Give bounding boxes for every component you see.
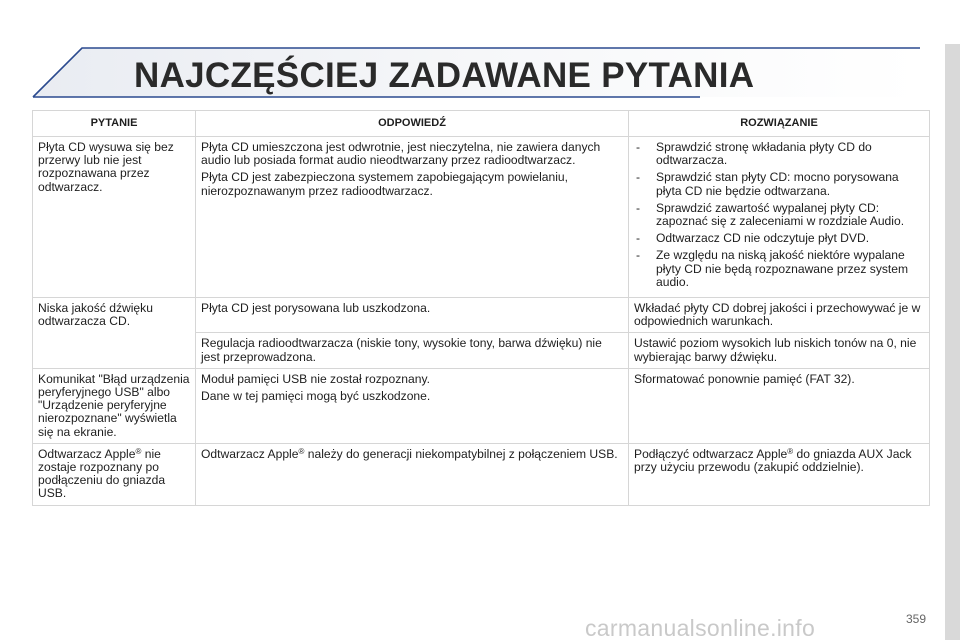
solution-item: - Sprawdzić stan płyty CD: mocno porysowana płyta CD nie będzie odtwarzana. xyxy=(634,171,924,197)
watermark: carmanualsonline.info xyxy=(585,615,816,641)
solution-item: - Odtwarzacz CD nie odczytuje płyt DVD. xyxy=(634,232,924,245)
solution-text: Sformatować ponownie pamięć (FAT 32). xyxy=(634,371,855,386)
answer-cell xyxy=(196,137,629,298)
table-row xyxy=(33,443,930,505)
question-text: Komunikat "Błąd urządzenia peryferyjnego USB" albo "Urządzenie peryferyjne nierozpoznane" wyświetla się na ekranie. xyxy=(38,371,190,439)
solution-cell xyxy=(629,443,930,505)
solution-item: - Sprawdzić stronę wkładania płyty CD do odtwarzacza. xyxy=(634,141,924,167)
question-cell xyxy=(33,137,196,298)
solution-item: - Sprawdzić zawartość wypalanej płyty CD: zapoznać się z zaleceniami w rozdziale Audio. xyxy=(634,202,924,228)
answer-cell xyxy=(196,368,629,443)
answer-text: Płyta CD umieszczona jest odwrotnie, jest nieczytelna, nie zawiera danych audio lub posiada format audio nieodtwarzany przez radioodtwarzacz. xyxy=(201,140,601,168)
side-tab-bar xyxy=(945,44,960,640)
trademark-symbol: ® xyxy=(298,446,305,456)
answer-text: Regulacja radioodtwarzacza (niskie tony, wysokie tony, barwa dźwięku) nie jest przeprowadzona. xyxy=(201,336,602,364)
trademark-symbol: ® xyxy=(135,446,142,456)
question-text-end: nie zostaje rozpoznany po podłączeniu do gniazda USB. xyxy=(38,446,166,501)
table-row xyxy=(33,368,930,443)
question-text-start: Odtwarzacz Apple xyxy=(38,446,136,461)
solution-text-end: do gniazda AUX Jack przy użyciu przewodu (zakupić oddzielnie). xyxy=(634,446,912,475)
page-number: 359 xyxy=(906,612,927,626)
solution-cell xyxy=(629,137,930,298)
solution-text: Wkładać płyty CD dobrej jakości i przechowywać je w odpowiednich warunkach. xyxy=(634,301,921,329)
table-header-row xyxy=(33,111,930,137)
solution-item: - Ze względu na niską jakość niektóre wypalane płyty CD nie będą rozpoznawane przez system audio. xyxy=(634,249,924,289)
answer-text: Moduł pamięci USB nie został rozpoznany. xyxy=(201,371,430,386)
answer-text-start: Odtwarzacz Apple xyxy=(201,446,299,461)
trademark-symbol: ® xyxy=(787,446,794,456)
answer-text-end: należy do generacji niekompatybilnej z połączeniem USB. xyxy=(304,446,618,461)
table-row xyxy=(33,137,930,298)
solution-list xyxy=(634,141,924,289)
answer-cell xyxy=(196,443,629,505)
answer-cell xyxy=(196,333,629,368)
answer-text: Płyta CD jest porysowana lub uszkodzona. xyxy=(201,301,431,316)
solution-text-start: Podłączyć odtwarzacz Apple xyxy=(634,446,788,461)
question-text: Płyta CD wysuwa się bez przerwy lub nie jest rozpoznawana przez odtwarzacz. xyxy=(38,140,174,194)
question-cell xyxy=(33,443,196,505)
question-cell xyxy=(33,368,196,443)
answer-text: Płyta CD jest zabezpieczona systemem zapobiegającym powielaniu, nierozpoznawanym przez radioodtwarzacz. xyxy=(201,170,569,198)
column-header-solution: ROZWIĄZANIE xyxy=(629,111,930,137)
answer-text: Dane w tej pamięci mogą być uszkodzone. xyxy=(201,389,431,404)
faq-table xyxy=(32,110,930,506)
solution-cell xyxy=(629,368,930,443)
question-text: Niska jakość dźwięku odtwarzacza CD. xyxy=(38,301,153,329)
table-row xyxy=(33,298,930,333)
title-banner xyxy=(0,0,960,110)
question-cell xyxy=(33,298,196,369)
column-header-question: PYTANIE xyxy=(33,111,196,137)
solution-cell xyxy=(629,333,930,368)
page-title: NAJCZĘŚCIEJ ZADAWANE PYTANIA xyxy=(134,56,755,95)
solution-cell xyxy=(629,298,930,333)
answer-cell xyxy=(196,298,629,333)
column-header-answer: ODPOWIEDŹ xyxy=(196,111,629,137)
solution-text: Ustawić poziom wysokich lub niskich tonów na 0, nie wybierając barwy dźwięku. xyxy=(634,336,917,364)
